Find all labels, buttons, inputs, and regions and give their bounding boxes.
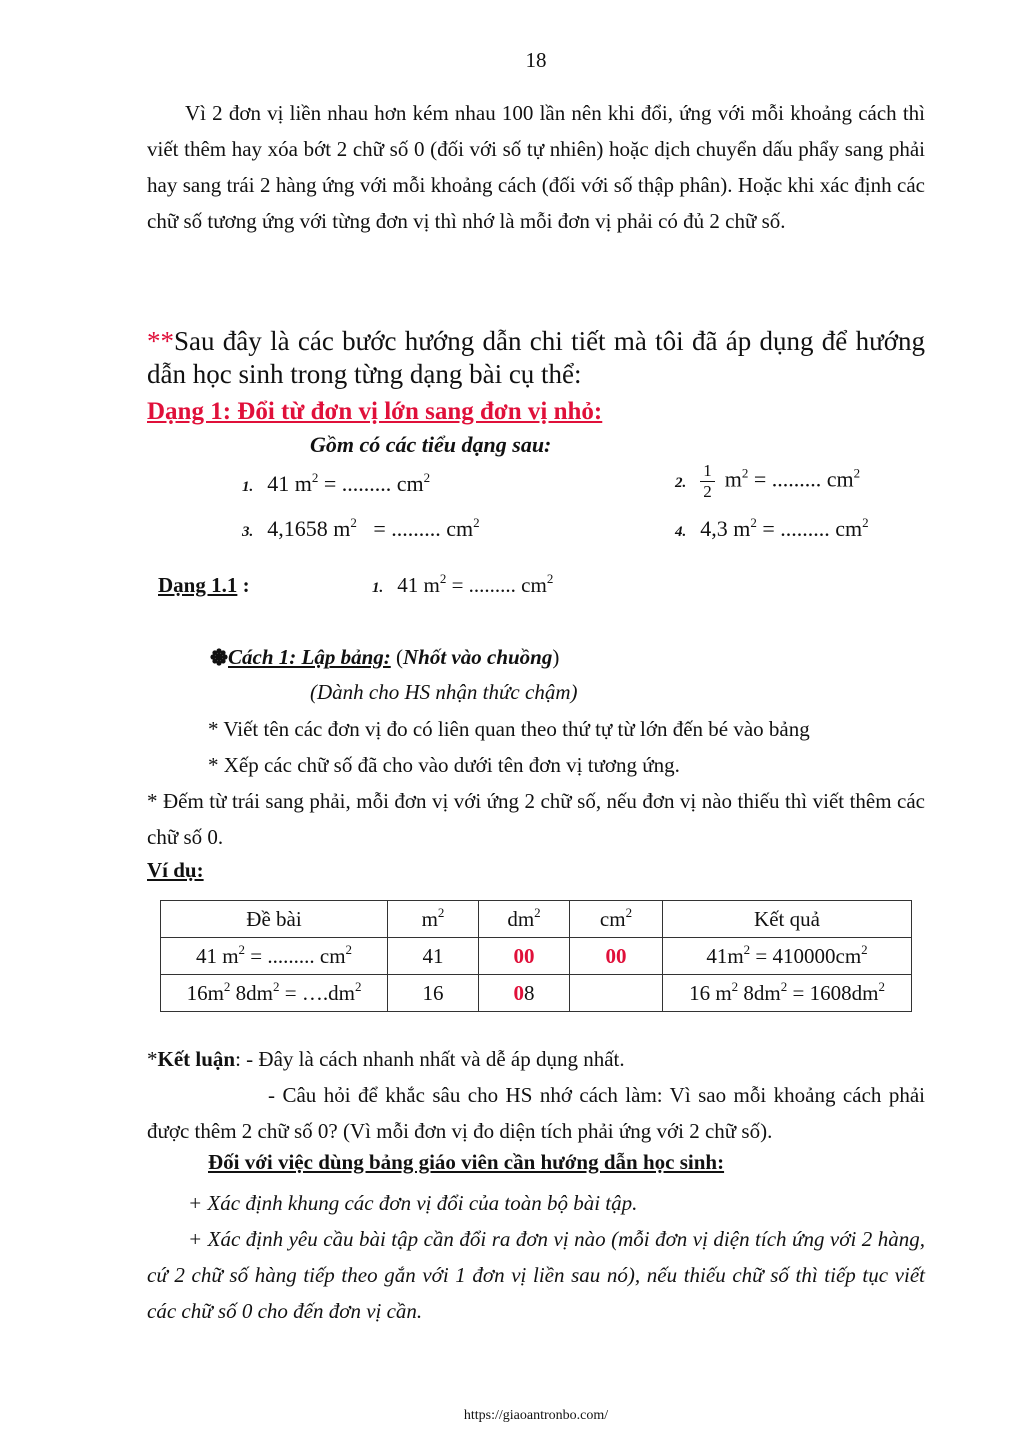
table-row bbox=[161, 975, 912, 1012]
heading-stars: ** bbox=[147, 326, 174, 356]
footer-url: https://giaoantronbo.com/ bbox=[463, 1408, 609, 1423]
step-3: * Đếm từ trái sang phải, mỗi đơn vị với ứng 2 chữ số, nếu đơn vị nào thiếu thì viết thêm các chữ số 0. bbox=[147, 789, 925, 849]
table-cell: 00 bbox=[570, 938, 663, 975]
table-header-row bbox=[161, 901, 912, 938]
table-cell: $41m^2 = 410000cm^2$ bbox=[663, 938, 912, 975]
section-heading bbox=[147, 325, 925, 391]
example-2: 2. $\frac{1}{2}$ $m^2$ = ......... $cm^2$ bbox=[675, 461, 861, 501]
conclusion bbox=[147, 1041, 925, 1149]
table-row bbox=[161, 938, 912, 975]
cach1-nickname: Nhốt vào chuồng bbox=[403, 645, 553, 669]
table-cell: 16 bbox=[388, 975, 479, 1012]
conclusion-label: Kết luận bbox=[157, 1047, 236, 1071]
step-1: * Viết tên các đơn vị đo có liên quan theo thứ tự từ lớn đến bé vào bảng bbox=[208, 717, 810, 741]
example-number: 1. bbox=[242, 479, 254, 495]
fraction-one-half: $\frac{1}{2}$ bbox=[700, 461, 715, 502]
table-cell: 41 bbox=[388, 938, 479, 975]
table-cell: 08 bbox=[479, 975, 570, 1012]
intro-text: Vì 2 đơn vị liền nhau hơn kém nhau 100 lần nên khi đổi, ứng với mỗi khoảng cách thì viết thêm hay xóa bớt 2 chữ số 0 (đối với số tự nhiên) hoặc dịch chuyển dấu phẩy sang phải hay sang trái 2 hàng ứng với mỗi khoảng cách (đối với số thập phân). Hoặc khi xác định các chữ số tương ứng với từng đơn vị thì nhớ là mỗi đơn vị phải có đủ 2 chữ số. bbox=[147, 101, 925, 233]
table-cell: 16 $m^2$ $8dm^2 = 1608dm^2$ bbox=[663, 975, 912, 1012]
table-cell: 00 bbox=[479, 938, 570, 975]
header-cell: $dm^2$ bbox=[479, 901, 570, 938]
example-label: Ví dụ: bbox=[147, 858, 204, 882]
guide-2: + Xác định yêu cầu bài tập cần đổi ra đơn vị nào (mỗi đơn vị diện tích ứng với 2 hàng, cứ 2 chữ số hàng tiếp theo gắn với 1 đơn vị liền sau nó), nếu thiếu chữ số thì tiếp tục viết các chữ số 0 cho đến đơn vị cần. bbox=[147, 1227, 925, 1323]
example-number: 4. bbox=[675, 524, 687, 540]
table-cell: 41 $m^2$ = ......... $cm^2$ bbox=[161, 938, 388, 975]
dang1-title: Dạng 1: Đổi từ đơn vị lớn sang đơn vị nhỏ: bbox=[147, 398, 603, 425]
header-cell: Đề bài bbox=[161, 901, 388, 938]
heading-text: Sau đây là các bước hướng dẫn chi tiết mà tôi đã áp dụng để hướng dẫn học sinh trong từng dạng bài cụ thể: bbox=[147, 326, 925, 389]
conclusion-line-1: *Kết luận: - Đây là cách nhanh nhất và dễ áp dụng nhất. bbox=[147, 1047, 625, 1071]
subtypes-title: Gồm có các tiểu dạng sau: bbox=[310, 432, 552, 457]
teacher-guidance-title: Đối với việc dùng bảng giáo viên cần hướng dẫn học sinh: bbox=[208, 1150, 725, 1174]
guide-1: + Xác định khung các đơn vị đổi của toàn bộ bài tập. bbox=[188, 1191, 638, 1215]
example-1: 1. 41 $m^2$ = ......... $cm^2$ bbox=[242, 470, 431, 496]
header-cell: $m^2$ bbox=[388, 901, 479, 938]
unit-conversion-table bbox=[160, 900, 912, 1012]
example-number: 2. bbox=[675, 474, 687, 491]
cach1-note: (Dành cho HS nhận thức chậm) bbox=[310, 680, 578, 704]
dang11-label: Dạng 1.1 bbox=[158, 573, 238, 597]
flower-bullet-icon bbox=[210, 648, 228, 666]
table-cell bbox=[570, 975, 663, 1012]
cach1-title: Cách 1: Lập bảng: bbox=[228, 645, 391, 669]
cach1-heading: Cách 1: Lập bảng: (Nhốt vào chuồng) bbox=[210, 645, 559, 670]
example-3: 3. 4,1658 $m^2$ = ......... $cm^2$ bbox=[242, 515, 480, 541]
dang11-example: 1. 41 $m^2$ = ......... $cm^2$ bbox=[372, 571, 554, 597]
page-number: 18 bbox=[525, 48, 547, 72]
example-4: 4. 4,3 $m^2$ = ......... $cm^2$ bbox=[675, 515, 869, 541]
header-cell: $cm^2$ bbox=[570, 901, 663, 938]
header-cell: Kết quả bbox=[663, 901, 912, 938]
dang11-heading: Dạng 1.1 : bbox=[158, 573, 250, 597]
example-number: 3. bbox=[242, 524, 254, 540]
intro-paragraph bbox=[147, 95, 925, 239]
table-cell: $16m^2$ $8dm^2$ = $\dots.dm^2$ bbox=[161, 975, 388, 1012]
step-2: * Xếp các chữ số đã cho vào dưới tên đơn vị tương ứng. bbox=[208, 753, 680, 777]
conclusion-line-2: - Câu hỏi để khắc sâu cho HS nhớ cách làm: Vì sao mỗi khoảng cách phải được thêm 2 chữ số 0? (Vì mỗi đơn vị đo diện tích phải ứng với 2 chữ số). bbox=[147, 1083, 925, 1143]
